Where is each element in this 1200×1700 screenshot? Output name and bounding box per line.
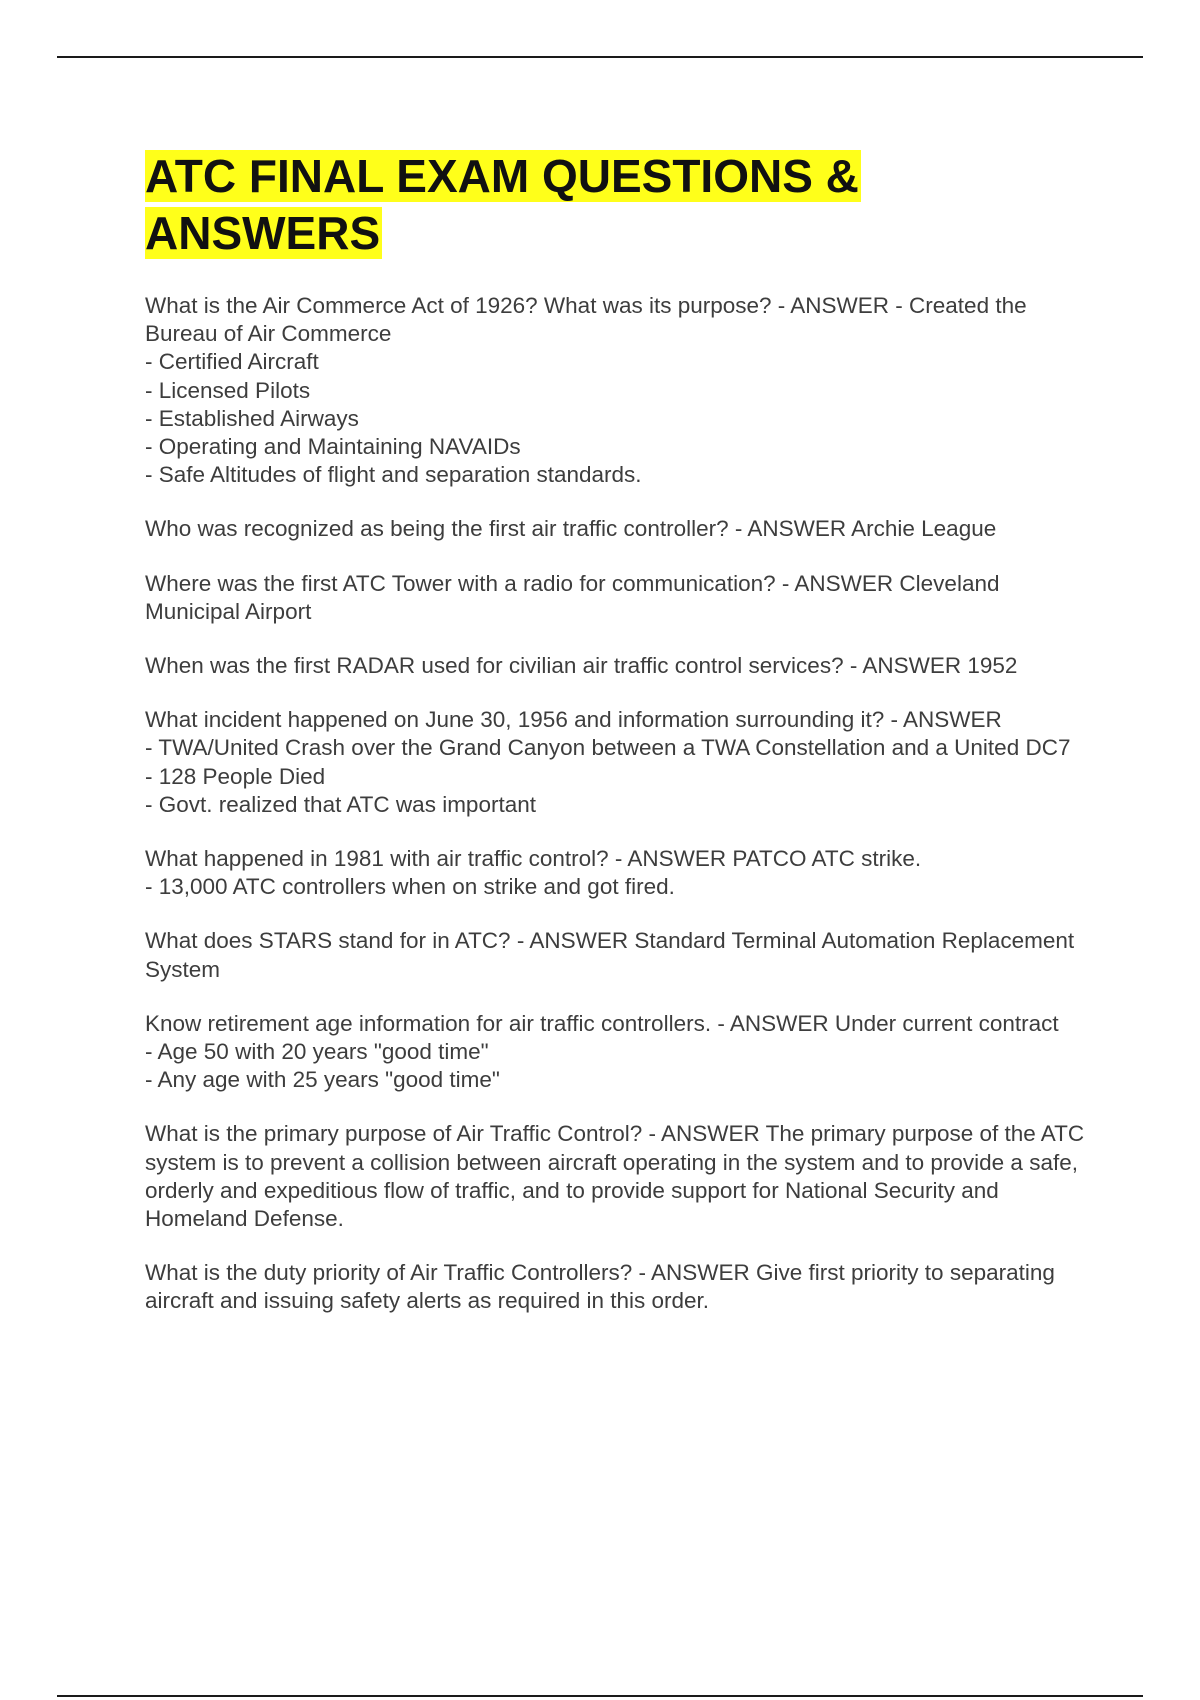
qa-item	[145, 1010, 1095, 1095]
qa-answer-line: - 13,000 ATC controllers when on strike and got fired.	[145, 874, 675, 900]
qa-question: What happened in 1981 with air traffic control? - ANSWER PATCO ATC strike.	[145, 846, 922, 872]
qa-item	[145, 1259, 1095, 1315]
qa-answer-line: - Licensed Pilots	[145, 377, 311, 403]
qa-answer-line: - 128 People Died	[145, 763, 326, 789]
title-highlight: ATC FINAL EXAM QUESTIONS & ANSWERS	[145, 150, 859, 259]
qa-question: What is the duty priority of Air Traffic Controllers? - ANSWER Give first priority to separating aircraft and issuing safety alerts as required in this order.	[145, 1260, 1055, 1314]
qa-answer-line: - Operating and Maintaining NAVAIDs	[145, 434, 521, 460]
qa-list	[145, 292, 1095, 1316]
qa-item	[145, 570, 1095, 626]
qa-item	[145, 1120, 1095, 1233]
qa-answer-line: - TWA/United Crash over the Grand Canyon between a TWA Constellation and a United DC7	[145, 735, 1071, 761]
qa-item	[145, 927, 1095, 983]
qa-answer-line: - Certified Aircraft	[145, 349, 319, 375]
qa-item	[145, 845, 1095, 901]
top-rule	[57, 56, 1143, 58]
qa-question: Who was recognized as being the first air traffic controller? - ANSWER Archie League	[145, 516, 997, 542]
document-body	[145, 148, 1095, 1342]
qa-question: What does STARS stand for in ATC? - ANSWER Standard Terminal Automation Replacement System	[145, 928, 1075, 982]
qa-question: What incident happened on June 30, 1956 and information surrounding it? - ANSWER	[145, 707, 1002, 733]
qa-answer-line: - Safe Altitudes of flight and separation standards.	[145, 462, 642, 488]
qa-answer-line: - Any age with 25 years "good time"	[145, 1067, 500, 1093]
qa-answer-line: - Govt. realized that ATC was important	[145, 791, 536, 817]
qa-item	[145, 706, 1095, 819]
qa-question: Where was the first ATC Tower with a radio for communication? - ANSWER Cleveland Municipal Airport	[145, 570, 1000, 624]
qa-answer-line: - Established Airways	[145, 405, 359, 431]
qa-item	[145, 652, 1095, 680]
qa-question: What is the primary purpose of Air Traffic Control? - ANSWER The primary purpose of the ATC system is to prevent a collision between aircraft operating in the system and to provide a safe, orderly and expeditious flow of traffic, and to provide support for National Security and Homeland Defense.	[145, 1121, 1085, 1232]
qa-answer-line: - Age 50 with 20 years "good time"	[145, 1039, 489, 1065]
document-title	[145, 148, 1095, 262]
qa-item	[145, 292, 1095, 489]
qa-question: When was the first RADAR used for civilian air traffic control services? - ANSWER 1952	[145, 653, 1018, 679]
qa-question: Know retirement age information for air traffic controllers. - ANSWER Under current contract	[145, 1010, 1059, 1036]
qa-item	[145, 515, 1095, 543]
bottom-rule	[57, 1695, 1143, 1697]
qa-question: What is the Air Commerce Act of 1926? What was its purpose? - ANSWER - Created the Bureau of Air Commerce	[145, 293, 1027, 347]
